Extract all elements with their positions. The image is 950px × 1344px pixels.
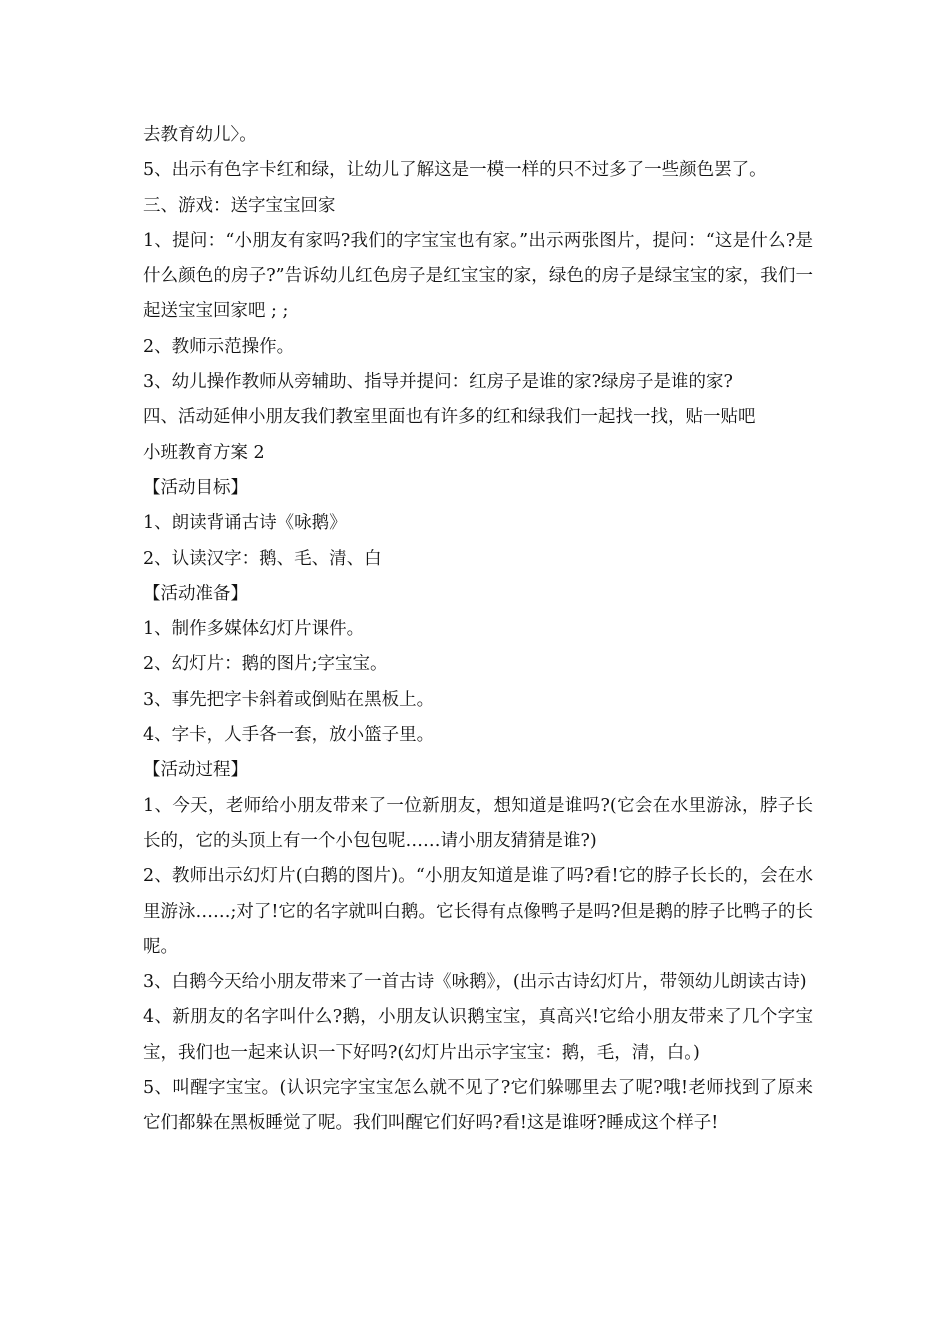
- process-item-3: 3、白鹅今天给小朋友带来了一首古诗《咏鹅》，(出示古诗幻灯片，带领幼儿朗读古诗): [143, 972, 807, 993]
- prep-item-4: 4、字卡，人手各一套，放小篮子里。: [143, 725, 435, 746]
- paragraph-line-4: 1、提问：“小朋友有家吗?我们的字宝宝也有家。”出示两张图片，提问：“这是什么?是什么颜色的房子?”告诉幼儿红色房子是红宝宝的家，绿色的房子是绿宝宝的家，我们一起送宝宝回家吧 ; ;: [143, 230, 813, 322]
- paragraph-line-6: 3、幼儿操作教师从旁辅助、指导并提问：红房子是谁的家?绿房子是谁的家?: [143, 372, 733, 393]
- paragraph-line-2: 5、出示有色字卡红和绿，让幼儿了解这是一模一样的只不过多了一些颜色罢了。: [143, 160, 767, 181]
- section-heading-game: 三、游戏：送字宝宝回家: [143, 195, 336, 216]
- section-heading-preparation: 【活动准备】: [143, 583, 248, 604]
- process-item-4: 4、新朋友的名字叫什么?鹅，小朋友认识鹅宝宝，真高兴!它给小朋友带来了几个字宝宝，我们也一起来认识一下好吗?(幻灯片出示字宝宝：鹅，毛，清，白。): [143, 1007, 813, 1063]
- paragraph-line-1: 去教育幼儿〉。: [143, 125, 257, 145]
- section-heading-extension: 四、活动延伸小朋友我们教室里面也有许多的红和绿我们一起找一找，贴一贴吧: [143, 407, 756, 428]
- process-item-1: 1、今天，老师给小朋友带来了一位新朋友，想知道是谁吗?(它会在水里游泳，脖子长长的，它的头顶上有一个小包包呢……请小朋友猜猜是谁?): [143, 795, 813, 851]
- document-body: [143, 118, 813, 1142]
- process-item-2: 2、教师出示幻灯片(白鹅的图片)。“小朋友知道是谁了吗?看!它的脖子长长的，会在水里游泳……;对了!它的名字就叫白鹅。它长得有点像鸭子是吗?但是鹅的脖子比鸭子的长呢。: [143, 866, 813, 957]
- paragraph-line-5: 2、教师示范操作。: [143, 336, 295, 357]
- process-item-5: 5、叫醒字宝宝。(认识完字宝宝怎么就不见了?它们躲哪里去了呢?哦!老师找到了原来它们都躲在黑板睡觉了呢。我们叫醒它们好吗?看!这是谁呀?睡成这个样子!: [143, 1078, 813, 1134]
- goal-item-2: 2、认读汉字：鹅、毛、清、白: [143, 548, 382, 569]
- prep-item-1: 1、制作多媒体幻灯片课件。: [143, 619, 365, 640]
- section-heading-process: 【活动过程】: [143, 760, 248, 781]
- prep-item-3: 3、事先把字卡斜着或倒贴在黑板上。: [143, 689, 435, 710]
- goal-item-1: 1、朗读背诵古诗《咏鹅》: [143, 513, 347, 534]
- prep-item-2: 2、幻灯片：鹅的图片;字宝宝。: [143, 654, 388, 675]
- section-heading-goals: 【活动目标】: [143, 477, 248, 498]
- document-subtitle: 小班教育方案 2: [143, 442, 265, 463]
